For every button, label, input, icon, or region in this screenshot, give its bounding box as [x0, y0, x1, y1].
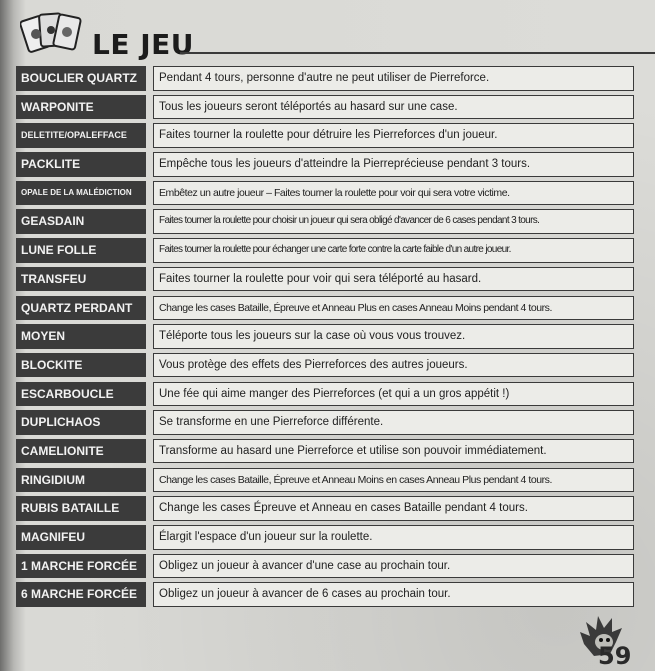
row-description: Pendant 4 tours, personne d'autre ne peut utiliser de Pierreforce. — [153, 66, 634, 91]
table-row — [16, 353, 636, 378]
table-row — [16, 152, 636, 177]
table-row — [16, 496, 636, 521]
row-description: Tous les joueurs seront téléportés au hasard sur une case. — [153, 95, 634, 120]
table-row — [16, 209, 636, 234]
title-underline — [180, 52, 655, 54]
table-row — [16, 296, 636, 321]
row-description: Une fée qui aime manger des Pierreforces (et qui a un gros appétit !) — [153, 382, 634, 407]
row-description: Transforme au hasard une Pierreforce et utilise son pouvoir immédiatement. — [153, 439, 634, 464]
row-description: Embêtez un autre joueur – Faites tourner la roulette pour voir qui sera votre victime. — [153, 181, 634, 206]
table-row — [16, 554, 636, 579]
table-row — [16, 525, 636, 550]
row-label: BOUCLIER QUARTZ — [16, 66, 146, 91]
row-description: Obligez un joueur à avancer d'une case au prochain tour. — [153, 554, 634, 579]
table-row — [16, 582, 636, 607]
table-row — [16, 382, 636, 407]
row-label: 6 MARCHE FORCÉE — [16, 582, 146, 607]
row-description: Change les cases Épreuve et Anneau en cases Bataille pendant 4 tours. — [153, 496, 634, 521]
row-label: 1 MARCHE FORCÉE — [16, 554, 146, 579]
table-row — [16, 410, 636, 435]
row-description: Vous protège des effets des Pierreforces des autres joueurs. — [153, 353, 634, 378]
table-row — [16, 468, 636, 493]
playing-cards-icon — [20, 8, 84, 64]
table-row — [16, 238, 636, 263]
table-row — [16, 181, 636, 206]
row-label: LUNE FOLLE — [16, 238, 146, 263]
row-description: Se transforme en une Pierreforce différente. — [153, 410, 634, 435]
page-number: 59 — [598, 642, 632, 670]
row-label: RUBIS BATAILLE — [16, 496, 146, 521]
table-row — [16, 324, 636, 349]
row-description: Faites tourner la roulette pour détruire les Pierreforces d'un joueur. — [153, 123, 634, 148]
row-label: PACKLITE — [16, 152, 146, 177]
row-label: BLOCKITE — [16, 353, 146, 378]
row-description: Élargit l'espace d'un joueur sur la roulette. — [153, 525, 634, 550]
pierreforce-table — [16, 66, 636, 611]
row-description: Change les cases Bataille, Épreuve et Anneau Plus en cases Anneau Moins pendant 4 tours. — [153, 296, 634, 321]
row-label: MOYEN — [16, 324, 146, 349]
row-label: CAMELIONITE — [16, 439, 146, 464]
row-description: Téléporte tous les joueurs sur la case où vous vous trouvez. — [153, 324, 634, 349]
row-label: GEASDAIN — [16, 209, 146, 234]
row-label: QUARTZ PERDANT — [16, 296, 146, 321]
row-label: MAGNIFEU — [16, 525, 146, 550]
table-row — [16, 267, 636, 292]
row-description: Faites tourner la roulette pour choisir un joueur qui sera obligé d'avancer de 6 cases pendant 3 tours. — [153, 209, 634, 234]
row-label: ESCARBOUCLE — [16, 382, 146, 407]
page-header — [20, 8, 640, 66]
page-title: LE JEU — [92, 28, 194, 61]
row-description: Empêche tous les joueurs d'atteindre la Pierreprécieuse pendant 3 tours. — [153, 152, 634, 177]
row-description: Change les cases Bataille, Épreuve et Anneau Moins en cases Anneau Plus pendant 4 tours. — [153, 468, 634, 493]
row-description: Faites tourner la roulette pour voir qui sera téléporté au hasard. — [153, 267, 634, 292]
table-row — [16, 66, 636, 91]
row-label: RINGIDIUM — [16, 468, 146, 493]
row-description: Faites tourner la roulette pour échanger une carte forte contre la carte faible d'un autre joueur. — [153, 238, 634, 263]
row-label: WARPONITE — [16, 95, 146, 120]
table-row — [16, 439, 636, 464]
row-description: Obligez un joueur à avancer de 6 cases au prochain tour. — [153, 582, 634, 607]
row-label: OPALE DE LA MALÉDICTION — [16, 181, 146, 206]
table-row — [16, 95, 636, 120]
row-label: DUPLICHAOS — [16, 410, 146, 435]
table-row — [16, 123, 636, 148]
row-label: TRANSFEU — [16, 267, 146, 292]
page-footer — [580, 614, 640, 671]
row-label: DELETITE/OPALEFFACE — [16, 123, 146, 148]
